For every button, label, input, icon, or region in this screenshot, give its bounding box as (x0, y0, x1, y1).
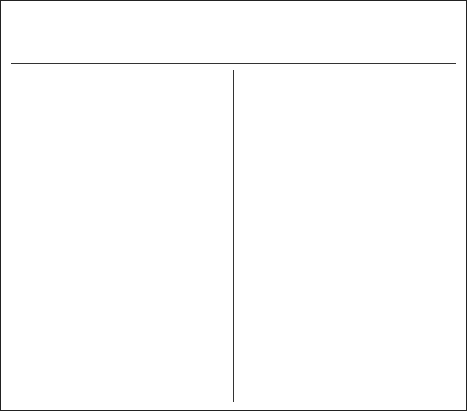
article-headline (11, 9, 456, 64)
article-column-right (234, 70, 456, 402)
article-body (11, 70, 456, 402)
article-column-left (11, 70, 233, 402)
